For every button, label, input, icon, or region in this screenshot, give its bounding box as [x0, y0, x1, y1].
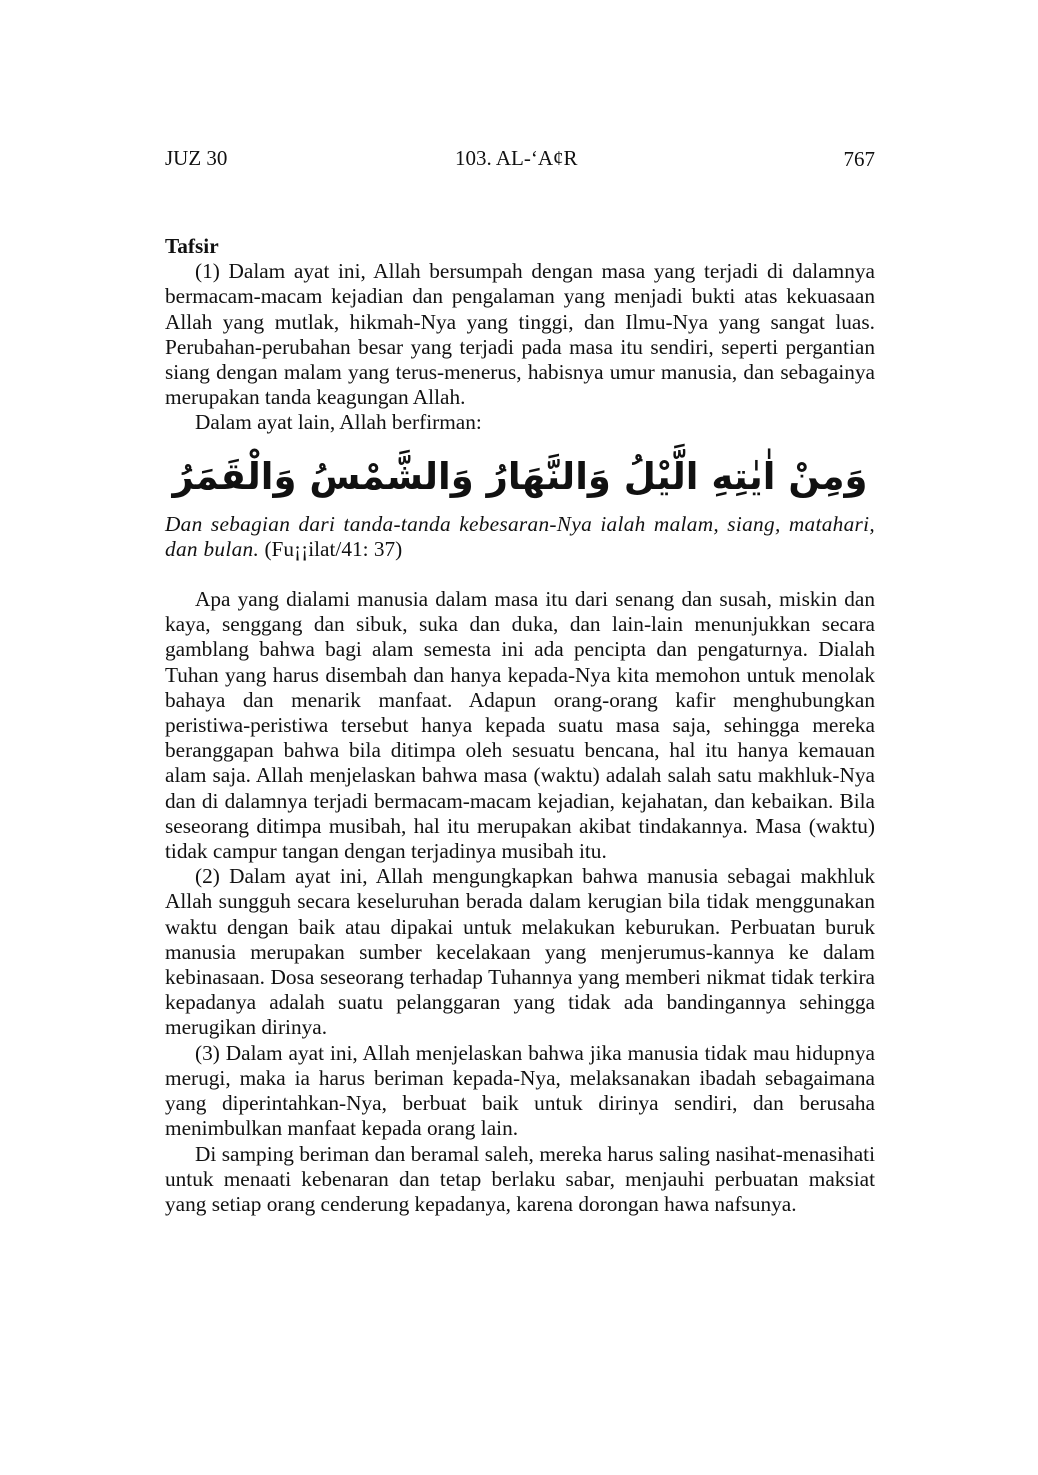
- tafsir-section: [165, 234, 875, 1217]
- verse-reference: (Fu¡¡ilat/41: 37): [264, 536, 403, 561]
- page-number: 767: [843, 147, 875, 171]
- paragraph-gap: [165, 562, 875, 587]
- paragraph-1: (1) Dalam ayat ini, Allah bersumpah dengan masa yang terjadi di dalamnya bermacam-macam kejadian dan pengalaman yang menjadi bukti atas kekuasaan Allah yang mutlak, hikmah-Nya yang tinggi, dan Ilmu-Nya yang sangat luas. Perubahan-perubahan besar yang terjadi pada masa itu sendiri, seperti pergantian siang dengan malam yang terus-menerus, habisnya umur manusia, dan sebagainya merupakan tanda keagungan Allah.: [165, 259, 875, 410]
- arabic-verse: وَمِنْ اٰيٰتِهِ الَّيْلُ وَالنَّهَارُ وَالشَّمْسُ وَالْقَمَرُ: [172, 454, 868, 498]
- section-title: Tafsir: [165, 234, 219, 258]
- verse-lead: Dalam ayat lain, Allah berfirman:: [195, 410, 482, 435]
- juz-label: JUZ 30: [165, 146, 228, 170]
- paragraph-3: (2) Dalam ayat ini, Allah mengungkapkan bahwa manusia sebagai makhluk Allah sungguh secara keseluruhan berada dalam kerugian bila tidak menggunakan waktu dengan baik atau dipakai untuk melakukan keburukan. Perbuatan buruk manusia merupakan sumber kecelakaan yang menjerumus-kannya ke dalam kebinasaan. Dosa seseorang terhadap Tuhannya yang memberi nikmat tidak terkira kepadanya adalah suatu pelanggaran yang tidak ada bandingannya sehingga merugikan dirinya.: [165, 864, 875, 1040]
- running-header: [165, 146, 875, 174]
- verse-translation: [165, 512, 875, 562]
- paragraph-5: Di samping beriman dan beramal saleh, mereka harus saling nasihat-menasihati untuk menaati kebenaran dan tetap berlaku sabar, menjauhi perbuatan maksiat yang setiap orang cenderung kepadanya, karena dorongan hawa nafsunya.: [165, 1141, 875, 1216]
- surah-title: 103. AL-‘A¢R: [455, 146, 578, 170]
- paragraph-2: Apa yang dialami manusia dalam masa itu dari senang dan susah, miskin dan kaya, senggang dan sibuk, suka dan duka, dan lain-lain menunjukkan secara gamblang bahwa bagi alam semesta ini ada pencipta dan pengaturnya. Dialah Tuhan yang harus disembah dan hanya kepada-Nya kita memohon untuk menolak bahaya dan menarik manfaat. Adapun orang-orang kafir menghubungkan peristiwa-peristiwa tersebut hanya kepada suatu masa saja, sehingga mereka beranggapan bahwa bila ditimpa oleh sesuatu bencana, hal itu hanya kemauan alam saja. Allah menjelaskan bahwa masa (waktu) adalah salah satu makhluk-Nya dan di dalamnya terjadi bermacam-macam kejadian, kejahatan, dan kebaikan. Bila seseorang ditimpa musibah, hal itu merupakan akibat tindakannya. Masa (waktu) tidak campur tangan dengan terjadinya musibah itu.: [165, 587, 875, 864]
- paragraph-4: (3) Dalam ayat ini, Allah menjelaskan bahwa jika manusia tidak mau hidupnya merugi, maka ia harus beriman kepada-Nya, melaksanakan ibadah sebagaimana yang diperintahkan-Nya, berbuat baik untuk dirinya sendiri, dan berusaha menimbulkan manfaat kepada orang lain.: [165, 1040, 875, 1141]
- translation-text: Dan sebagian dari tanda-tanda kebesaran-Nya ialah malam, siang, matahari, dan bulan.: [165, 511, 875, 561]
